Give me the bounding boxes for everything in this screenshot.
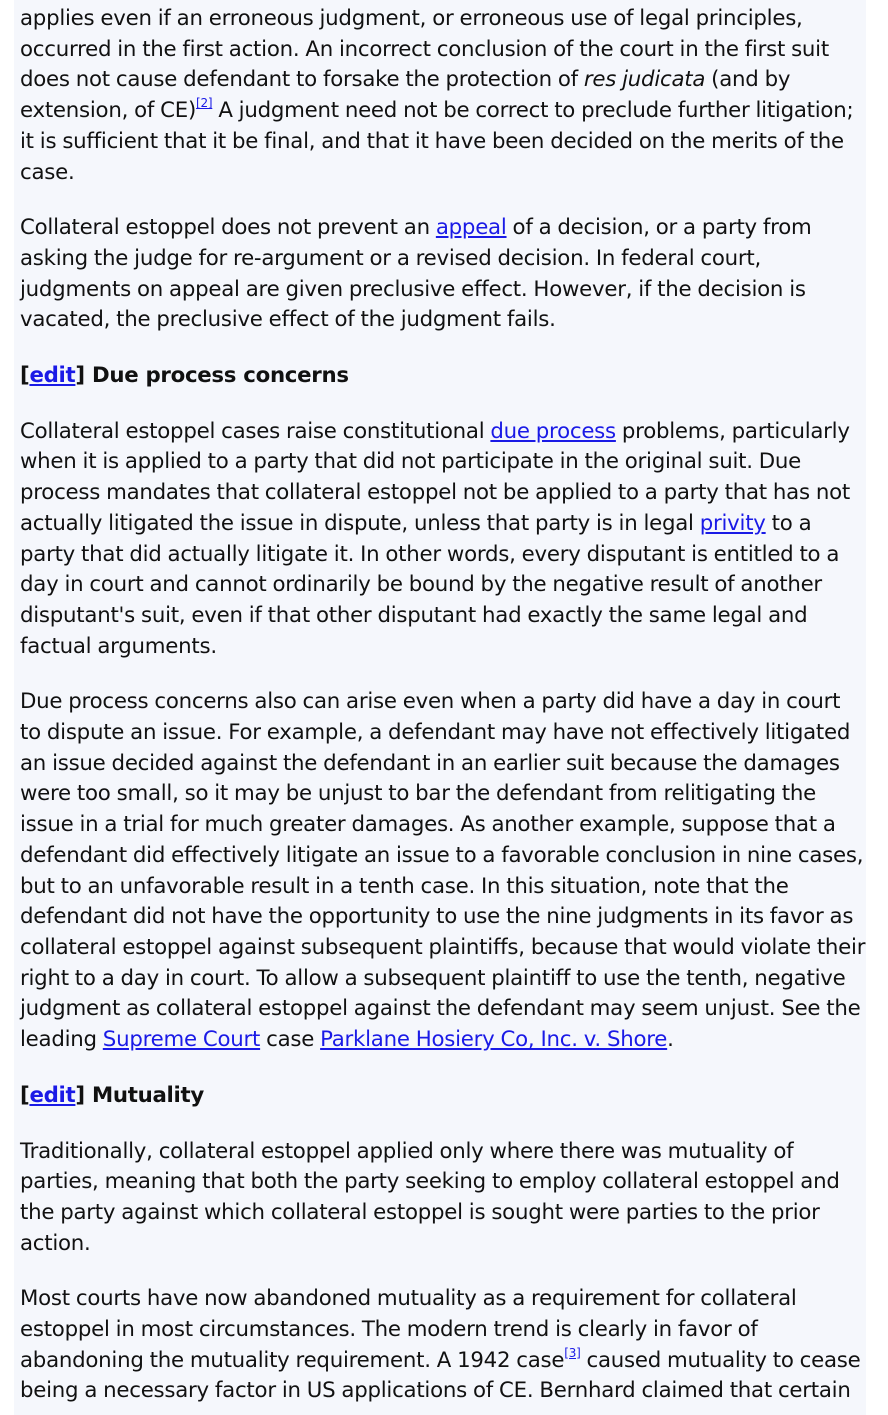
paragraph-due-process-examples [20, 687, 866, 1055]
paragraph-text: Most courts have now abandoned mutuality as a requirement for collateral estoppel in most circumstances. The modern trend is clearly in favor of abandoning the mutuality requirement. A 1942 case [20, 1286, 797, 1373]
article-page [14, 0, 866, 1415]
citation-3 [564, 1346, 580, 1360]
paragraph-text: caused mutuality to cease being a necessary factor in US applications of CE. Bernhard claimed that certain [20, 1347, 861, 1404]
paragraph-text: Collateral estoppel cases raise constitutional [20, 418, 491, 444]
paragraph-text: A judgment need not be correct to preclude further litigation; it is sufficient that it be final, and that it have been decided on the merits of the case. [20, 98, 854, 185]
heading-title: Due process concerns [84, 363, 349, 389]
italic-term: res judicata [583, 67, 706, 93]
bracket-close: ] [75, 1082, 85, 1108]
paragraph-text: Traditionally, collateral estoppel applied only where there was mutuality of parties, meaning that both the party seeking to employ collateral estoppel and the party against which collateral estoppel is sought were parties to the prior action. [20, 1138, 840, 1256]
heading-title: Mutuality [84, 1082, 205, 1108]
paragraph-appeal [20, 213, 866, 336]
bracket-open: [ [20, 363, 30, 389]
edit-link-due-process[interactable]: edit [29, 363, 76, 389]
paragraph-text: Due process concerns also can arise even when a party did have a day in court to dispute an issue. For example, a defendant may have not effectively litigated an issue decided against the defendant in an earlier suit because the damages were too small, so it may be unjust to bar the defendant from relitigating the issue in a trial for much greater damages. As another example, suppose that a defendant did effectively litigate an issue to a favorable conclusion in nine cases, but to an unfavorable result in a tenth case. In this situation, note that the defendant did not have the opportunity to use the nine judgments in its favor as collateral estoppel against subsequent plaintiffs, because that would violate their right to a day in court. To allow a subsequent plaintiff to use the tenth, negative judgment as collateral estoppel against the defendant may seem unjust. See the leading [20, 689, 866, 1053]
section-heading-mutuality [20, 1081, 866, 1112]
link-due-process[interactable]: due process [490, 418, 616, 444]
bracket-close: ] [75, 363, 85, 389]
paragraph-text: problems, particularly when it is applied to a party that did not participate in the original suit. Due process mandates that collateral estoppel not be applied to a party that has not actually litigated the issue in dispute, unless that party is in legal [20, 418, 850, 536]
citation-2 [196, 96, 212, 110]
paragraph-text: to a party that did actually litigate it. In other words, every disputant is entitled to a day in court and cannot ordinarily be bound by the negative result of another disputant's suit, even if that other disputant had exactly the same legal and factual arguments. [20, 510, 840, 659]
paragraph-mutuality-traditional [20, 1137, 866, 1260]
paragraph-text: Collateral estoppel does not prevent an [20, 215, 436, 241]
paragraph-res-judicata [20, 4, 866, 188]
paragraph-text: (and by extension, of CE) [20, 67, 791, 124]
link-appeal[interactable]: appeal [435, 215, 507, 241]
paragraph-mutuality-modern [20, 1284, 866, 1407]
paragraph-due-process [20, 417, 866, 663]
paragraph-text: applies even if an erroneous judgment, or erroneous use of legal principles, occurred in the first action. An incorrect conclusion of the court in the first suit does not cause defendant to forsake the protection of [20, 6, 829, 93]
paragraph-text: . [667, 1027, 674, 1053]
bracket-open: [ [20, 1082, 30, 1108]
paragraph-text: of a decision, or a party from asking the judge for re-argument or a revised decision. In federal court, judgments on appeal are given preclusive effect. However, if the decision is vacated, the preclusive effect of the judgment fails. [20, 215, 812, 333]
link-privity[interactable]: privity [699, 510, 766, 536]
edit-link-mutuality[interactable]: edit [29, 1082, 76, 1108]
section-heading-due-process [20, 361, 866, 392]
link-parklane-hosiery[interactable]: Parklane Hosiery Co, Inc. v. Shore [320, 1027, 668, 1053]
citation-link-3[interactable]: [3] [564, 1345, 581, 1360]
citation-link-2[interactable]: [2] [196, 96, 213, 111]
link-supreme-court[interactable]: Supreme Court [102, 1027, 261, 1053]
paragraph-text: case [260, 1027, 321, 1053]
